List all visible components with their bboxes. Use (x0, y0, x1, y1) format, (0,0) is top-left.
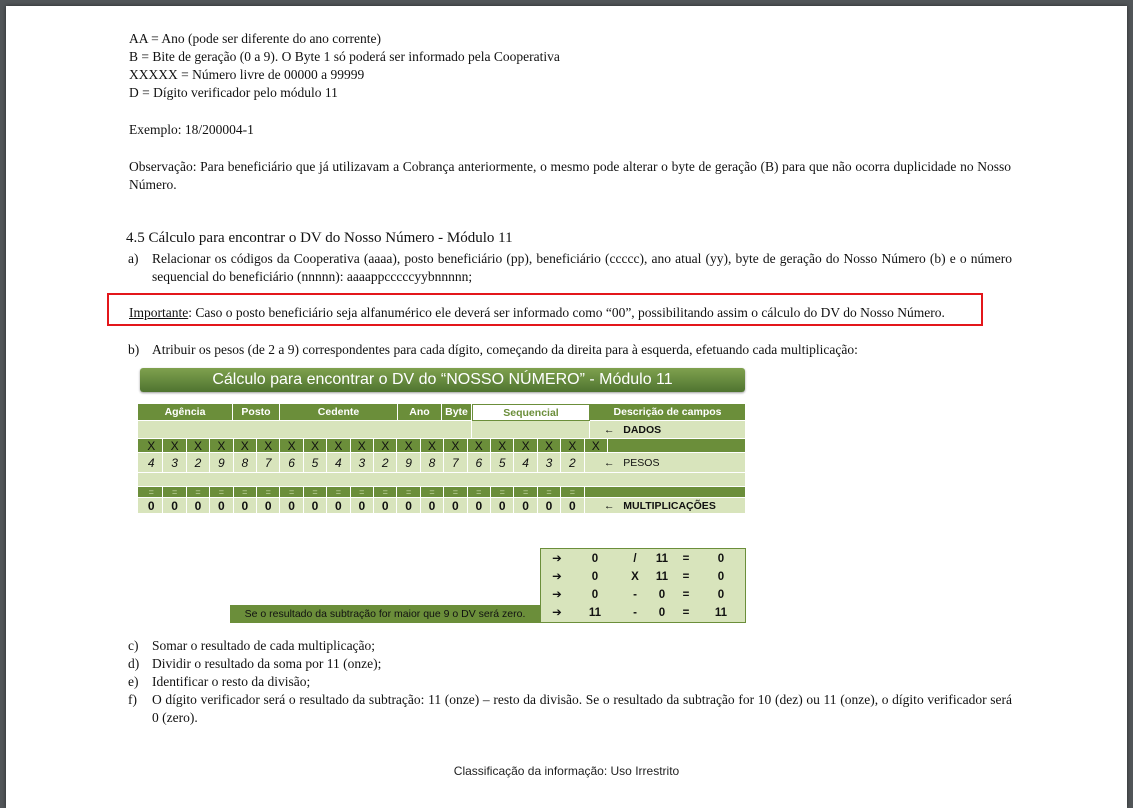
equals-cell: = (234, 487, 257, 498)
item-d-text: Dividir o resultado da soma por 11 (onze); (152, 656, 382, 671)
equals-cell: = (468, 487, 491, 498)
item-c-marker: c) (128, 638, 139, 653)
calc-divisor: 0 (658, 607, 666, 619)
header-agencia: Agência (138, 404, 233, 421)
weight-cell: 9 (397, 453, 420, 473)
table-title: Cálculo para encontrar o DV do “NOSSO NÚMERO” - Módulo 11 (140, 368, 745, 392)
header-descricao: Descrição de campos (590, 404, 746, 421)
product-cell: 0 (280, 498, 303, 514)
calc-result: 11 (714, 607, 728, 619)
blank-row (138, 473, 746, 487)
weight-cell: 9 (210, 453, 233, 473)
mult-label: MULTIPLICAÇÕES (623, 500, 716, 512)
weight-cell: 3 (538, 453, 561, 473)
item-e-marker: e) (128, 674, 139, 689)
x-cell: X (304, 439, 327, 453)
equals-cell: = (374, 487, 397, 498)
equals-cell: = (257, 487, 280, 498)
product-cell: 0 (234, 498, 257, 514)
product-cell: 0 (397, 498, 420, 514)
product-cell: 0 (327, 498, 350, 514)
legend-line-aa: AA = Ano (pode ser diferente do ano corrente) (129, 31, 382, 46)
x-cell: X (351, 439, 374, 453)
arrow-icon: ➔ (552, 571, 562, 583)
product-cell: 0 (163, 498, 186, 514)
item-b-text: Atribuir os pesos (de 2 a 9) correspondentes para cada dígito, começando da direita para à esquerda, efetuando cada multiplicação: (152, 342, 858, 357)
equals-cell: = (491, 487, 514, 498)
calc-operand: 0 (591, 589, 599, 601)
product-cell: 0 (561, 498, 584, 514)
weight-cell: 8 (234, 453, 257, 473)
x-cell: X (538, 439, 561, 453)
product-cell: 0 (468, 498, 491, 514)
item-f-marker: f) (128, 692, 137, 707)
calc-equals: = (682, 571, 690, 583)
weight-cell: 4 (140, 453, 163, 473)
x-cell: X (491, 439, 514, 453)
dados-label: DADOS (623, 424, 662, 436)
product-cell: 0 (304, 498, 327, 514)
weight-cell: 2 (561, 453, 584, 473)
calc-operand: 11 (588, 607, 602, 619)
important-note (129, 304, 945, 322)
calc-operator: X (631, 571, 639, 583)
weight-cell: 4 (327, 453, 350, 473)
equals-cell: = (351, 487, 374, 498)
header-cedente: Cedente (280, 404, 398, 421)
item-d-marker: d) (128, 656, 140, 671)
calc-operand: 0 (591, 553, 599, 565)
x-cell: X (374, 439, 397, 453)
equals-cell: = (304, 487, 327, 498)
weight-cell: 3 (351, 453, 374, 473)
weight-cell: 5 (491, 453, 514, 473)
item-e-text: Identificar o resto da divisão; (152, 674, 311, 689)
weight-cell: 4 (514, 453, 537, 473)
equals-cell: = (514, 487, 537, 498)
header-byte: Byte (442, 404, 472, 421)
legend-line-xxxxx: XXXXX = Número livre de 00000 a 99999 (129, 67, 365, 82)
calc-divisor: 0 (658, 589, 666, 601)
item-c-text: Somar o resultado de cada multiplicação; (152, 638, 376, 653)
dados-row-sequencial (472, 421, 590, 439)
equals-cell: = (397, 487, 420, 498)
product-cell: 0 (421, 498, 444, 514)
x-cell: X (140, 439, 163, 453)
item-f-text: O dígito verificador será o resultado da subtração: 11 (onze) – resto da divisão. Se o resultado da subtração for 10 (dez) ou 11 (onze), o dígito verificador será 0 (zero). (152, 692, 1012, 725)
x-cell: X (514, 439, 537, 453)
equals-cell: = (187, 487, 210, 498)
product-cell: 0 (257, 498, 280, 514)
weight-cell: 5 (304, 453, 327, 473)
footer-classification: Classificação da informação: Uso Irrestrito (453, 764, 680, 778)
x-cell: X (163, 439, 186, 453)
calc-divisor: 11 (655, 553, 669, 565)
left-arrow-icon: ← (604, 424, 615, 436)
x-cell: X (210, 439, 233, 453)
equals-cell: = (538, 487, 561, 498)
module11-table (138, 404, 746, 514)
arrow-icon: ➔ (552, 589, 562, 601)
product-cell: 0 (514, 498, 537, 514)
weight-cell: 7 (257, 453, 280, 473)
x-cell: X (444, 439, 467, 453)
equals-cell: = (163, 487, 186, 498)
x-cell: X (585, 439, 608, 453)
weight-cell: 6 (280, 453, 303, 473)
x-cell: X (327, 439, 350, 453)
dados-description (604, 424, 661, 436)
document-page (6, 6, 1127, 808)
calc-equals: = (682, 553, 690, 565)
pesos-description (604, 457, 659, 469)
weight-cell: 2 (374, 453, 397, 473)
weight-cell: 6 (468, 453, 491, 473)
equals-cell: = (421, 487, 444, 498)
calc-operator: - (633, 589, 637, 601)
product-cell: 0 (210, 498, 233, 514)
product-cell: 0 (538, 498, 561, 514)
product-cell: 0 (140, 498, 163, 514)
product-cell: 0 (187, 498, 210, 514)
equals-cell: = (280, 487, 303, 498)
pesos-label: PESOS (623, 457, 660, 469)
item-a-marker: a) (128, 251, 139, 266)
x-cell: X (421, 439, 444, 453)
weight-cell: 7 (444, 453, 467, 473)
x-cell: X (397, 439, 420, 453)
equals-cell: = (327, 487, 350, 498)
x-cell: X (257, 439, 280, 453)
x-cell: X (561, 439, 584, 453)
item-a-text: Relacionar os códigos da Cooperativa (aaaa), posto beneficiário (pp), beneficiário (ccccc), ano atual (yy), byte de geração do Nosso Número (b) e o número sequencial do beneficiário (nnnnn): aaaappcccccyybnnnnn; (152, 251, 1012, 284)
important-text: : Caso o posto beneficiário seja alfanumérico ele deverá ser informado como “00”, possibilitando assim o cálculo do DV do Nosso Número. (188, 305, 945, 320)
equals-cell: = (444, 487, 467, 498)
weight-cell: 3 (163, 453, 186, 473)
calc-result: 0 (717, 571, 725, 583)
item-b-marker: b) (128, 342, 140, 357)
weight-cell: 8 (421, 453, 444, 473)
x-cell: X (280, 439, 303, 453)
product-cell: 0 (444, 498, 467, 514)
calc-operand: 0 (591, 571, 599, 583)
calc-result: 0 (717, 553, 725, 565)
arrow-icon: ➔ (552, 553, 562, 565)
left-arrow-icon: ← (604, 457, 615, 469)
weight-cell: 2 (187, 453, 210, 473)
section-heading: 4.5 Cálculo para encontrar o DV do Nosso Número - Módulo 11 (126, 230, 513, 246)
calc-equals: = (682, 607, 690, 619)
equals-cell: = (210, 487, 233, 498)
x-cell: X (187, 439, 210, 453)
dados-row-left (138, 421, 472, 439)
product-cell: 0 (491, 498, 514, 514)
important-label: Importante (129, 305, 189, 320)
example-text: Exemplo: 18/200004-1 (129, 122, 254, 137)
header-posto: Posto (233, 404, 280, 421)
observation-paragraph: Observação: Para beneficiário que já utilizavam a Cobrança anteriormente, o mesmo pode alterar o byte de geração (B) para que não ocorra duplicidade no Nosso Número. (129, 159, 1011, 192)
x-cell: X (234, 439, 257, 453)
arrow-icon: ➔ (552, 607, 562, 619)
product-cell: 0 (374, 498, 397, 514)
product-cell: 0 (351, 498, 374, 514)
calc-divisor: 11 (655, 571, 669, 583)
left-arrow-icon: ← (604, 500, 615, 512)
header-sequencial: Sequencial (472, 404, 590, 421)
equals-cell: = (140, 487, 163, 498)
legend-line-d: D = Dígito verificador pelo módulo 11 (129, 85, 338, 100)
mult-description (604, 500, 716, 512)
x-cell: X (468, 439, 491, 453)
legend-line-b: B = Bite de geração (0 a 9). O Byte 1 só poderá ser informado pela Cooperativa (129, 49, 560, 64)
calc-operator: / (633, 553, 637, 565)
header-ano: Ano (398, 404, 442, 421)
calc-operator: - (633, 607, 637, 619)
calc-result: 0 (717, 589, 725, 601)
equals-cell: = (561, 487, 584, 498)
calc-note: Se o resultado da subtração for maior que 9 o DV será zero. (230, 605, 540, 623)
calc-equals: = (682, 589, 690, 601)
